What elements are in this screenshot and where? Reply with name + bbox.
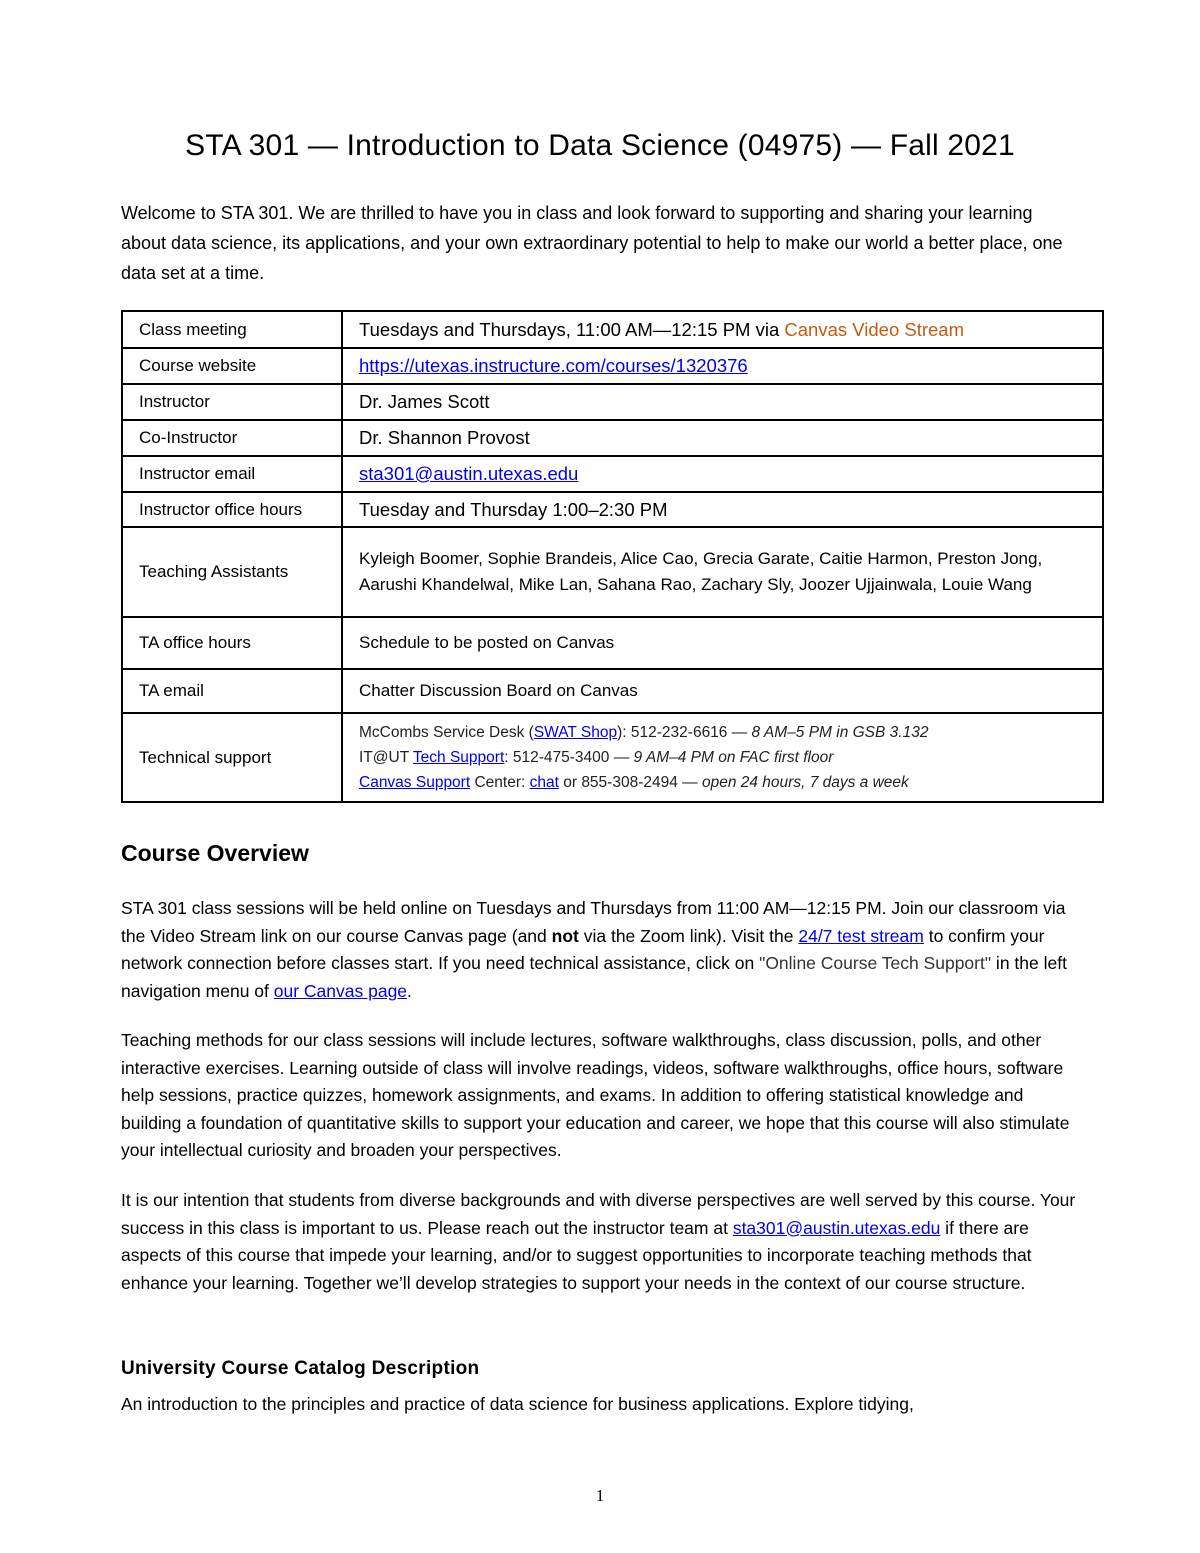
support-hours: 8 AM–5 PM in GSB 3.132	[751, 724, 929, 741]
support-hours: open 24 hours, 7 days a week	[701, 774, 909, 791]
table-row	[122, 420, 1103, 456]
para-text: to confirm your network connection before classes start. If you need technical assistance, click on	[121, 925, 1045, 973]
test-stream-link[interactable]: 24/7 test stream	[798, 925, 924, 946]
para-text: It is our intention that students from diverse backgrounds and with diverse perspectives are well served by this course. Your success in this class is important to us. Please reach out the instructor team at	[121, 1190, 1076, 1238]
para-bold: not	[551, 925, 579, 946]
row-value: Tuesday and Thursday 1:00–2:30 PM	[342, 492, 1103, 527]
table-row	[122, 713, 1103, 802]
instructor-email-link[interactable]: sta301@austin.utexas.edu	[359, 463, 579, 484]
table-row	[122, 348, 1103, 384]
support-line-mccombs	[359, 720, 1086, 745]
row-value	[342, 713, 1103, 802]
table-row	[122, 492, 1103, 527]
course-overview-heading: Course Overview	[121, 840, 309, 866]
intro-paragraph: Welcome to STA 301. We are thrilled to have you in class and look forward to supporting and sharing your learning about data science, its applications, and your own extraordinary potential to help to make our world a better place, one data set at a time.	[121, 203, 1063, 283]
table-row	[122, 384, 1103, 420]
row-value	[342, 348, 1103, 384]
row-value: Chatter Discussion Board on Canvas	[342, 669, 1103, 713]
para-text: .	[407, 980, 412, 1001]
row-key: Instructor office hours	[122, 492, 342, 527]
para-text: in the left navigation menu of	[121, 953, 1067, 1001]
row-key: Technical support	[122, 713, 342, 802]
row-value	[342, 311, 1103, 348]
document-title: STA 301 — Introduction to Data Science (04975) — Fall 2021	[185, 129, 1015, 162]
row-key: TA office hours	[122, 617, 342, 669]
row-key: Class meeting	[122, 311, 342, 348]
tech-support-link[interactable]: Tech Support	[412, 749, 505, 766]
support-text: IT@UT	[359, 749, 413, 766]
row-value: Dr. James Scott	[342, 384, 1103, 420]
canvas-video-stream-link[interactable]: Canvas Video Stream	[784, 318, 965, 340]
class-meeting-text: Tuesdays and Thursdays, 11:00 AM—12:15 PM via	[359, 318, 785, 340]
para-text: if there are aspects of this course that impede your learning, and/or to suggest opportunities to incorporate teaching methods that enhance your learning. Together we’ll develop strategies to support your needs in the context of our course structure.	[121, 1217, 1032, 1293]
canvas-page-link[interactable]: our Canvas page	[273, 980, 408, 1001]
overview-paragraph-1	[121, 895, 1081, 1005]
overview-paragraph-3	[121, 1187, 1081, 1297]
table-row	[122, 669, 1103, 713]
support-text: Center:	[470, 774, 530, 791]
overview-paragraph-2: Teaching methods for our class sessions will include lectures, software walkthroughs, class discussion, polls, and other interactive exercises. Learning outside of class will involve readings, videos, software walkthroughs, office hours, software help sessions, practice quizzes, homework assignments, and exams. In addition to offering statistical knowledge and building a foundation of quantitative skills to support your education and career, we hope that this course will also stimulate your intellectual curiosity and broaden your perspectives.	[121, 1030, 1070, 1160]
row-value: Kyleigh Boomer, Sophie Brandeis, Alice Cao, Grecia Garate, Caitie Harmon, Preston Jong, Aarushi Khandelwal, Mike Lan, Sahana Rao, Zachary Sly, Joozer Ujjainwala, Louie Wang	[342, 527, 1103, 617]
course-website-link[interactable]: https://utexas.instructure.com/courses/1320376	[359, 355, 748, 376]
table-row	[122, 311, 1103, 348]
table-row	[122, 456, 1103, 492]
row-value: Dr. Shannon Provost	[342, 420, 1103, 456]
para-text: STA 301 class sessions will be held online on Tuesdays and Thursdays from 11:00 AM—12:15 PM. Join our classroom via the Video Stream link on our course Canvas page (and	[121, 898, 1066, 946]
row-key: Co-Instructor	[122, 420, 342, 456]
row-key: TA email	[122, 669, 342, 713]
support-text: McCombs Service Desk (	[359, 724, 534, 741]
course-info-table	[121, 310, 1104, 803]
table-row	[122, 527, 1103, 617]
catalog-heading: University Course Catalog Description	[121, 1358, 480, 1379]
support-line-itut	[359, 745, 1086, 770]
row-key: Course website	[122, 348, 342, 384]
row-key: Instructor email	[122, 456, 342, 492]
chat-link[interactable]: chat	[529, 774, 559, 791]
tech-support-quote: "Online Course Tech Support"	[759, 953, 992, 973]
table-row	[122, 617, 1103, 669]
page-number: 1	[595, 1486, 605, 1505]
support-line-canvas	[359, 770, 1086, 795]
row-value: Schedule to be posted on Canvas	[342, 617, 1103, 669]
catalog-description: An introduction to the principles and practice of data science for business applications. Explore tidying,	[121, 1394, 914, 1414]
support-hours: 9 AM–4 PM on FAC first floor	[633, 749, 834, 766]
row-value	[342, 456, 1103, 492]
support-text: or 855-308-2494 —	[558, 774, 702, 791]
support-text: : 512-475-3400 —	[504, 749, 634, 766]
row-key: Instructor	[122, 384, 342, 420]
row-key: Teaching Assistants	[122, 527, 342, 617]
support-text: ): 512-232-6616 —	[617, 724, 752, 741]
para-text: via the Zoom link). Visit the	[578, 925, 799, 946]
instructor-email-link-inline[interactable]: sta301@austin.utexas.edu	[732, 1217, 941, 1238]
canvas-support-link[interactable]: Canvas Support	[359, 774, 471, 791]
swat-shop-link[interactable]: SWAT Shop	[533, 724, 618, 741]
